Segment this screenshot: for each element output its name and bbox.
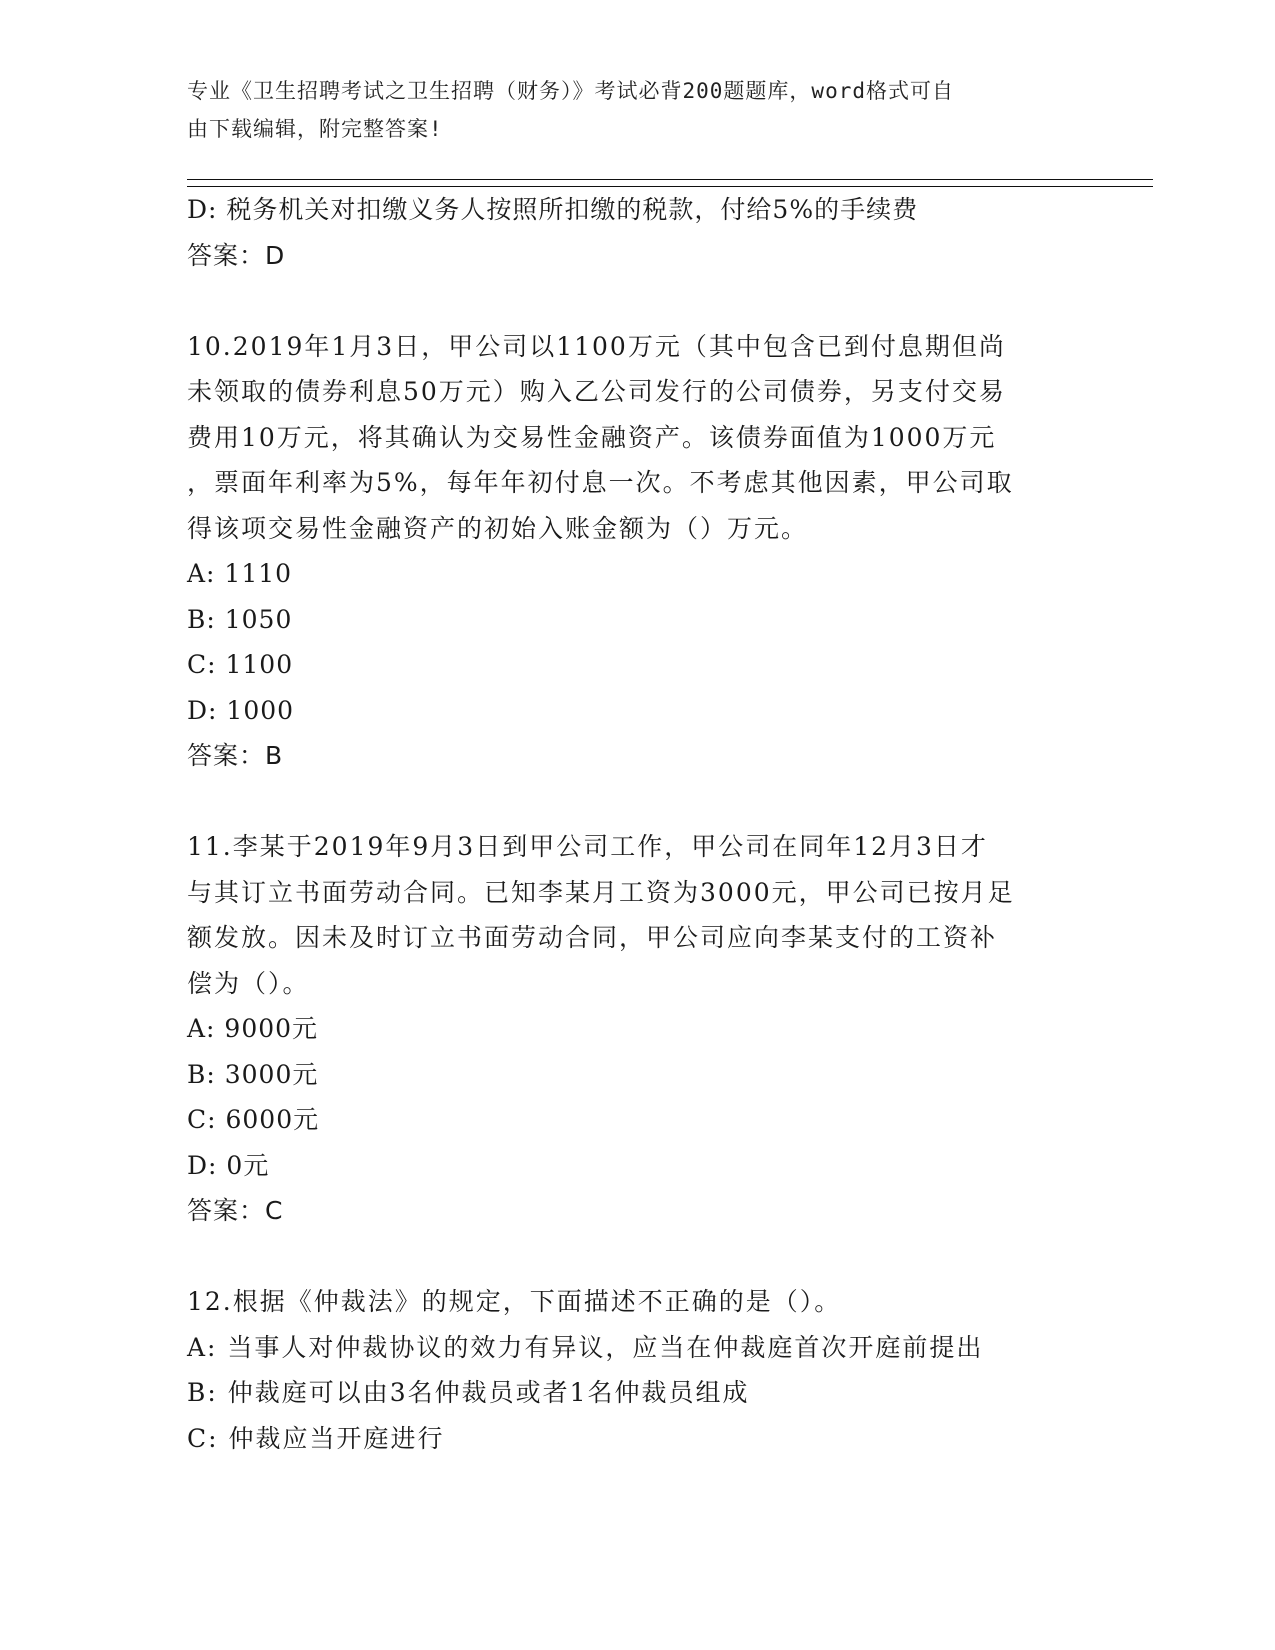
- option-a: A: 1110: [187, 559, 293, 588]
- question-text-line: 未领取的债券利息50万元）购入乙公司发行的公司债券，另支付交易: [187, 377, 1006, 406]
- option-a: A: 9000元: [187, 1014, 319, 1043]
- question-text-line: 与其订立书面劳动合同。已知李某月工资为3000元，甲公司已按月足: [187, 877, 1015, 907]
- option-b: B: 3000元: [187, 1059, 319, 1089]
- header-line-1: 专业《卫生招聘考试之卫生招聘（财务）》考试必背200题题库，word格式可自: [187, 79, 954, 103]
- spacer: [187, 779, 1087, 825]
- question-text-line: 10.2019年1月3日，甲公司以1100万元（其中包含已到付息期但尚: [187, 331, 1006, 361]
- question-12: [187, 1279, 1087, 1461]
- option-d: D: 税务机关对扣缴义务人按照所扣缴的税款，付给5%的手续费: [187, 195, 919, 224]
- question-text-line: 11.李某于2019年9月3日到甲公司工作，甲公司在同年12月3日才: [187, 832, 988, 861]
- question-text-line: 12.根据《仲裁法》的规定，下面描述不正确的是（）。: [187, 1287, 842, 1316]
- question-text-line: 费用10万元，将其确认为交易性金融资产。该债券面值为1000万元: [187, 422, 997, 452]
- header-line-2: 由下载编辑，附完整答案!: [187, 117, 443, 141]
- header-divider-top: [187, 179, 1153, 180]
- document-header: [187, 72, 1087, 148]
- option-c: C: 6000元: [187, 1105, 320, 1134]
- question-10: [187, 324, 1087, 779]
- answer-line: 答案：B: [187, 741, 284, 770]
- spacer: [187, 278, 1087, 324]
- question-9-tail: [187, 187, 1087, 278]
- spacer: [187, 1234, 1087, 1280]
- question-text-line: 额发放。因未及时订立书面劳动合同，甲公司应向李某支付的工资补: [187, 923, 998, 952]
- option-a: A: 当事人对仲裁协议的效力有异议，应当在仲裁庭首次开庭前提出: [187, 1332, 984, 1362]
- option-b: B: 1050: [187, 604, 293, 634]
- answer-line: 答案：C: [187, 1196, 284, 1225]
- answer-line: 答案：D: [187, 240, 286, 270]
- option-d: D: 0元: [187, 1150, 270, 1180]
- question-text-line: 偿为（）。: [187, 968, 310, 998]
- option-c: C: 1100: [187, 650, 294, 679]
- option-c: C: 仲裁应当开庭进行: [187, 1423, 445, 1453]
- document-body: [187, 187, 1087, 1461]
- option-b: B: 仲裁庭可以由3名仲裁员或者1名仲裁员组成: [187, 1378, 750, 1407]
- option-d: D: 1000: [187, 695, 295, 725]
- question-11: [187, 824, 1087, 1234]
- question-text-line: 得该项交易性金融资产的初始入账金额为（）万元。: [187, 513, 809, 543]
- question-text-line: ，票面年利率为5%，每年年初付息一次。不考虑其他因素，甲公司取: [187, 468, 1014, 497]
